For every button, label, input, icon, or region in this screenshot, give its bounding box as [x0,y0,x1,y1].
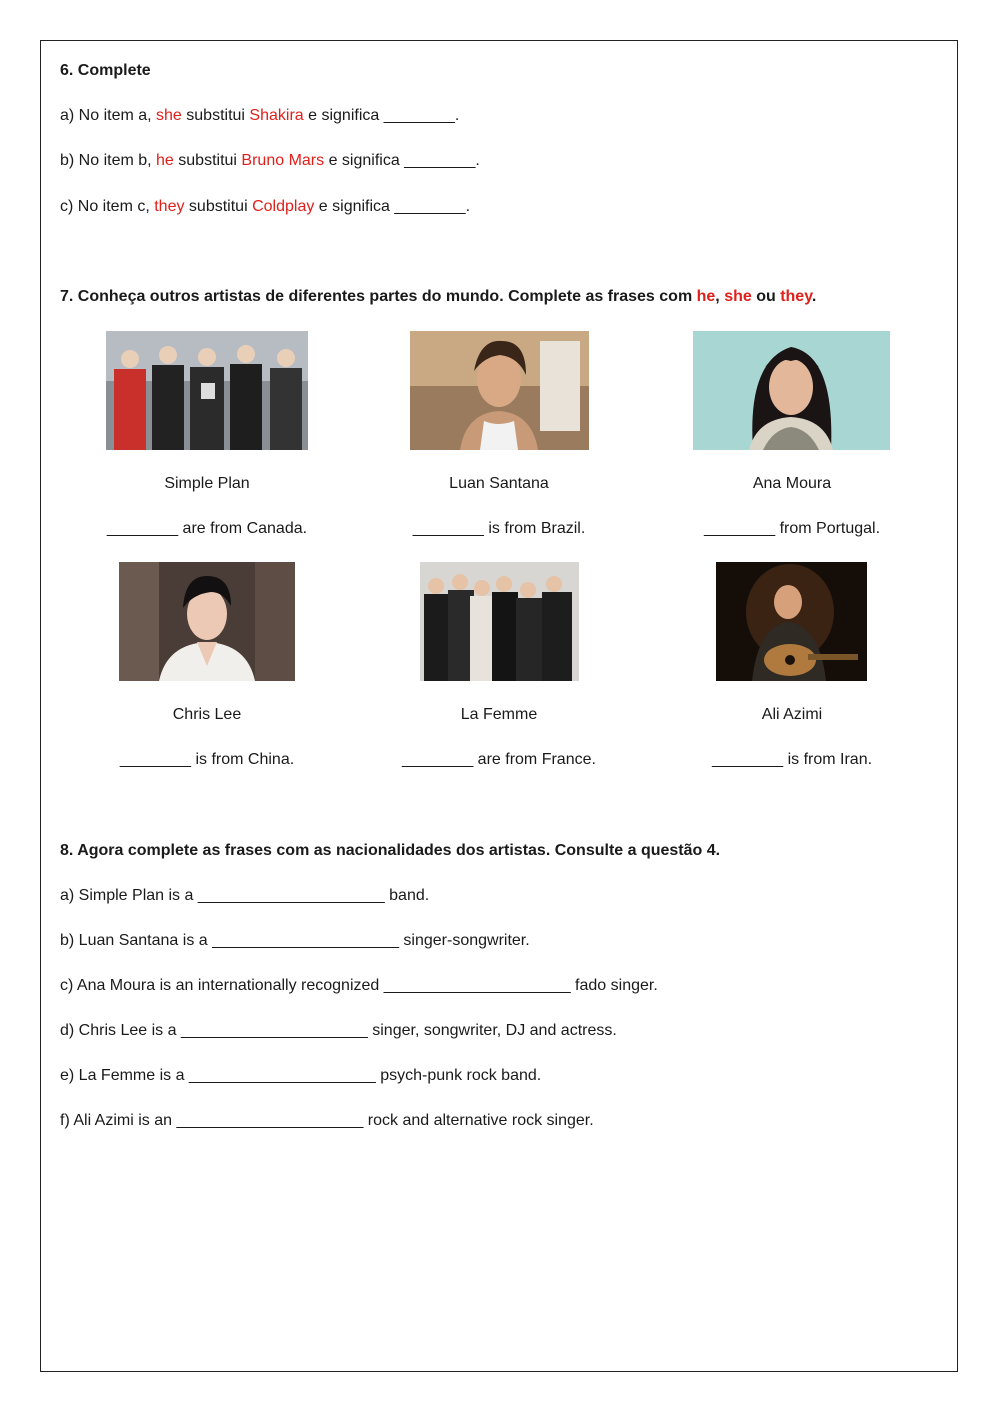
q6-item-b [60,152,480,170]
luan-santana-photo [410,331,589,450]
luan-santana-name: Luan Santana [449,475,549,492]
q6-item-a-mid: substitui [181,107,250,124]
q8-title: 8. Agora complete as frases com as nacionalidades dos artistas. Consulte a questão 4. [60,842,721,859]
q6-item-c-prefix: c) No item c, [60,198,155,215]
q6-item-b-mid: substitui [173,152,242,169]
q6-item-b-prefix: b) No item b, [60,152,157,169]
chris-lee-name: Chris Lee [172,706,242,723]
q6-item-a-pronoun: she [156,107,182,124]
q7-title-period: . [811,288,817,305]
q7-title-or: ou [751,288,781,305]
ali-azimi-photo [716,562,867,681]
simple-plan-name: Simple Plan [164,475,250,492]
q8-item-b: b) Luan Santana is a _____________________ singer-songwriter. [60,932,530,949]
la-femme-photo [420,562,579,681]
q6-item-c [60,198,470,216]
q6-item-c-pronoun: they [154,198,185,215]
q6-item-b-pronoun: he [156,152,174,169]
q6-item-c-mid: substitui [184,198,253,215]
la-femme-sentence: ________ are from France. [402,751,596,768]
q6-item-c-suffix: e significa ________. [314,198,471,215]
q7-title-he: he [696,288,716,305]
ali-azimi-sentence: ________ is from Iran. [711,751,873,768]
q8-item-c: c) Ana Moura is an internationally recognized _____________________ fado singer. [60,977,658,994]
luan-santana-sentence: ________ is from Brazil. [412,520,586,537]
simple-plan-photo [106,331,308,450]
q6-item-a-suffix: e significa ________. [303,107,460,124]
q6-title: 6. Complete [60,62,151,79]
q7-title-they: they [780,288,812,305]
q7-title-start: 7. Conheça outros artistas de diferentes partes do mundo. Complete as frases com [60,288,697,305]
q7-title-comma: , [715,288,725,305]
simple-plan-sentence: ________ are from Canada. [106,520,308,537]
chris-lee-sentence: ________ is from China. [119,751,295,768]
ana-moura-name: Ana Moura [752,475,832,492]
ana-moura-sentence: ________ from Portugal. [703,520,881,537]
q7-title [60,288,816,306]
q7-title-she: she [724,288,752,305]
q6-item-b-suffix: e significa ________. [324,152,480,169]
ali-azimi-name: Ali Azimi [761,706,823,723]
q8-item-f: f) Ali Azimi is an _____________________ rock and alternative rock singer. [60,1112,594,1129]
q6-item-c-name: Coldplay [252,198,315,215]
la-femme-name: La Femme [460,706,538,723]
q6-item-b-name: Bruno Mars [241,152,325,169]
q6-item-a-name: Shakira [249,107,304,124]
q8-item-e: e) La Femme is a _____________________ psych-punk rock band. [60,1067,542,1084]
q6-item-a [60,107,459,125]
q8-item-a: a) Simple Plan is a _____________________ band. [60,887,430,904]
chris-lee-photo [119,562,295,681]
ana-moura-photo [693,331,890,450]
q6-item-a-prefix: a) No item a, [60,107,157,124]
q8-item-d: d) Chris Lee is a _____________________ singer, songwriter, DJ and actress. [60,1022,617,1039]
